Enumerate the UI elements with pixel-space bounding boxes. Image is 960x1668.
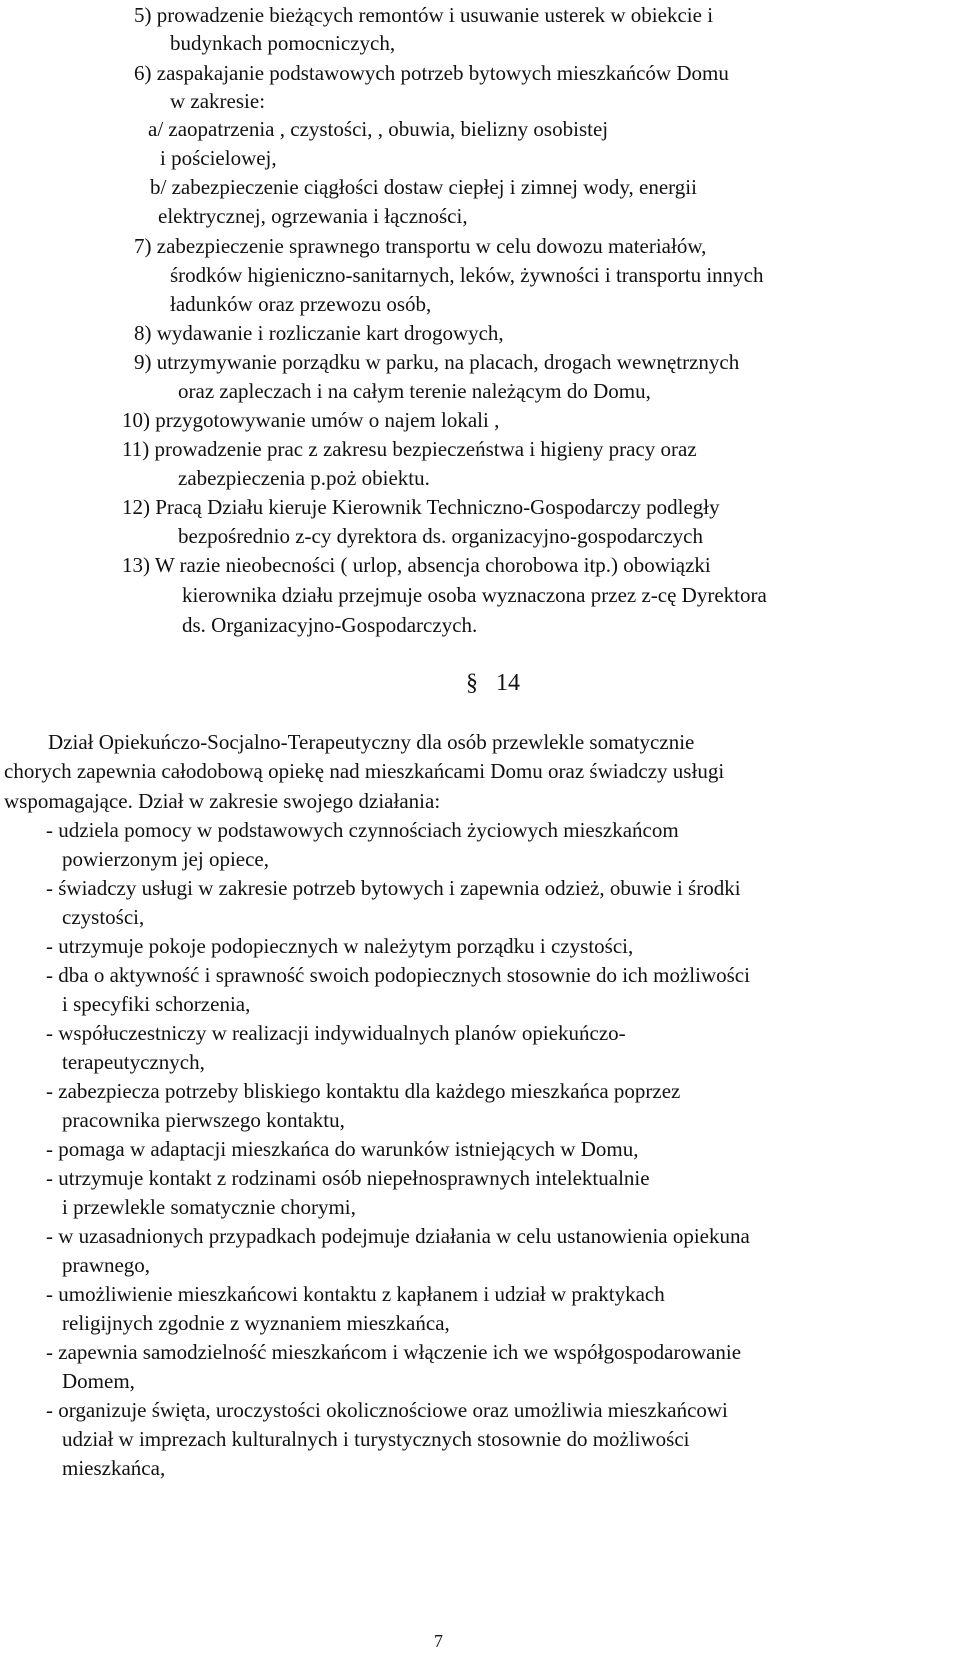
list-item-11-line-2: zabezpieczenia p.poż obiektu. bbox=[178, 466, 430, 490]
list-item-11-line-1: 11) prowadzenie prac z zakresu bezpieczeństwa i higieny pracy oraz bbox=[122, 437, 697, 461]
list-item-12-line-1: 12) Pracą Działu kieruje Kierownik Techniczno-Gospodarczy podległy bbox=[122, 495, 720, 519]
list-item-12-line-2: bezpośrednio z-cy dyrektora ds. organizacyjno-gospodarczych bbox=[178, 524, 703, 548]
duty-item-line: terapeutycznych, bbox=[62, 1050, 205, 1074]
duty-item-line: pracownika pierwszego kontaktu, bbox=[62, 1108, 345, 1132]
duty-item-line: i specyfiki schorzenia, bbox=[62, 992, 251, 1016]
list-item-7-line-3: ładunków oraz przewozu osób, bbox=[170, 292, 432, 316]
section-number: 14 bbox=[496, 670, 520, 696]
duty-item-line: religijnych zgodnie z wyznaniem mieszkańca, bbox=[62, 1311, 450, 1335]
intro-line-2: chorych zapewnia całodobową opiekę nad mieszkańcami Domu oraz świadczy usługi bbox=[4, 759, 725, 783]
list-item-13-line-3: ds. Organizacyjno-Gospodarczych. bbox=[182, 613, 478, 637]
duty-item-line: - współuczestniczy w realizacji indywidualnych planów opiekuńczo- bbox=[46, 1021, 626, 1045]
duty-item-line: mieszkańca, bbox=[62, 1456, 166, 1480]
list-item-6b-line-1: b/ zabezpieczenie ciągłości dostaw ciepłej i zimnej wody, energii bbox=[150, 175, 697, 199]
list-item-6a-line-2: i pościelowej, bbox=[160, 146, 277, 170]
duty-item-line: - zabezpiecza potrzeby bliskiego kontaktu dla każdego mieszkańca poprzez bbox=[46, 1079, 681, 1103]
duty-item-line: - dba o aktywność i sprawność swoich podopiecznych stosownie do ich możliwości bbox=[46, 963, 750, 987]
duty-item-line: prawnego, bbox=[62, 1253, 151, 1277]
intro-line-3: wspomagające. Dział w zakresie swojego działania: bbox=[4, 789, 441, 813]
list-item-9-line-1: 9) utrzymywanie porządku w parku, na placach, drogach wewnętrznych bbox=[134, 350, 740, 374]
duty-item-line: - zapewnia samodzielność mieszkańcom i włączenie ich we współgospodarowanie bbox=[46, 1340, 742, 1364]
list-item-6-line-1: 6) zaspakajanie podstawowych potrzeb bytowych mieszkańców Domu bbox=[134, 61, 729, 85]
section-sign: § bbox=[466, 670, 478, 696]
duty-item-line: - utrzymuje pokoje podopiecznych w należytym porządku i czystości, bbox=[46, 934, 634, 958]
list-item-7-line-1: 7) zabezpieczenie sprawnego transportu w celu dowozu materiałów, bbox=[134, 234, 707, 258]
duty-item-line: - utrzymuje kontakt z rodzinami osób niepełnosprawnych intelektualnie bbox=[46, 1166, 650, 1190]
duty-item-line: - świadczy usługi w zakresie potrzeb bytowych i zapewnia odzież, obuwie i środki bbox=[46, 876, 741, 900]
section-heading bbox=[466, 668, 520, 698]
intro-line-1: Dział Opiekuńczo-Socjalno-Terapeutyczny dla osób przewlekle somatycznie bbox=[48, 730, 695, 754]
page-number: 7 bbox=[434, 1631, 443, 1651]
duty-item-line: - udziela pomocy w podstawowych czynnościach życiowych mieszkańcom bbox=[46, 818, 679, 842]
duty-item-line: - organizuje święta, uroczystości okolicznościowe oraz umożliwia mieszkańcowi bbox=[46, 1398, 728, 1422]
duty-item-line: Domem, bbox=[62, 1369, 135, 1393]
list-item-13-line-1: 13) W razie nieobecności ( urlop, absencja chorobowa itp.) obowiązki bbox=[122, 553, 711, 577]
list-item-6a-line-1: a/ zaopatrzenia , czystości, , obuwia, bielizny osobistej bbox=[148, 117, 609, 141]
duty-item-line: udział w imprezach kulturalnych i turystycznych stosownie do możliwości bbox=[62, 1427, 690, 1451]
list-item-5-line-2: budynkach pomocniczych, bbox=[170, 31, 396, 55]
duty-item-line: - umożliwienie mieszkańcowi kontaktu z kapłanem i udział w praktykach bbox=[46, 1282, 665, 1306]
duty-item-line: czystości, bbox=[62, 905, 145, 929]
list-item-6-line-2: w zakresie: bbox=[170, 89, 266, 113]
duty-item-line: powierzonym jej opiece, bbox=[62, 847, 270, 871]
list-item-9-line-2: oraz zapleczach i na całym terenie należącym do Domu, bbox=[178, 379, 651, 403]
duty-item-line: - pomaga w adaptacji mieszkańca do warunków istniejących w Domu, bbox=[46, 1137, 639, 1161]
list-item-8: 8) wydawanie i rozliczanie kart drogowych, bbox=[134, 321, 504, 345]
list-item-13-line-2: kierownika działu przejmuje osoba wyznaczona przez z-cę Dyrektora bbox=[182, 583, 767, 607]
list-item-6b-line-2: elektrycznej, ogrzewania i łączności, bbox=[158, 204, 468, 228]
list-item-7-line-2: środków higieniczno-sanitarnych, leków, żywności i transportu innych bbox=[170, 263, 764, 287]
duty-item-line: i przewlekle somatycznie chorymi, bbox=[62, 1195, 356, 1219]
list-item-5-line-1: 5) prowadzenie bieżących remontów i usuwanie usterek w obiekcie i bbox=[134, 3, 714, 27]
list-item-10: 10) przygotowywanie umów o najem lokali , bbox=[122, 408, 500, 432]
duty-item-line: - w uzasadnionych przypadkach podejmuje działania w celu ustanowienia opiekuna bbox=[46, 1224, 750, 1248]
